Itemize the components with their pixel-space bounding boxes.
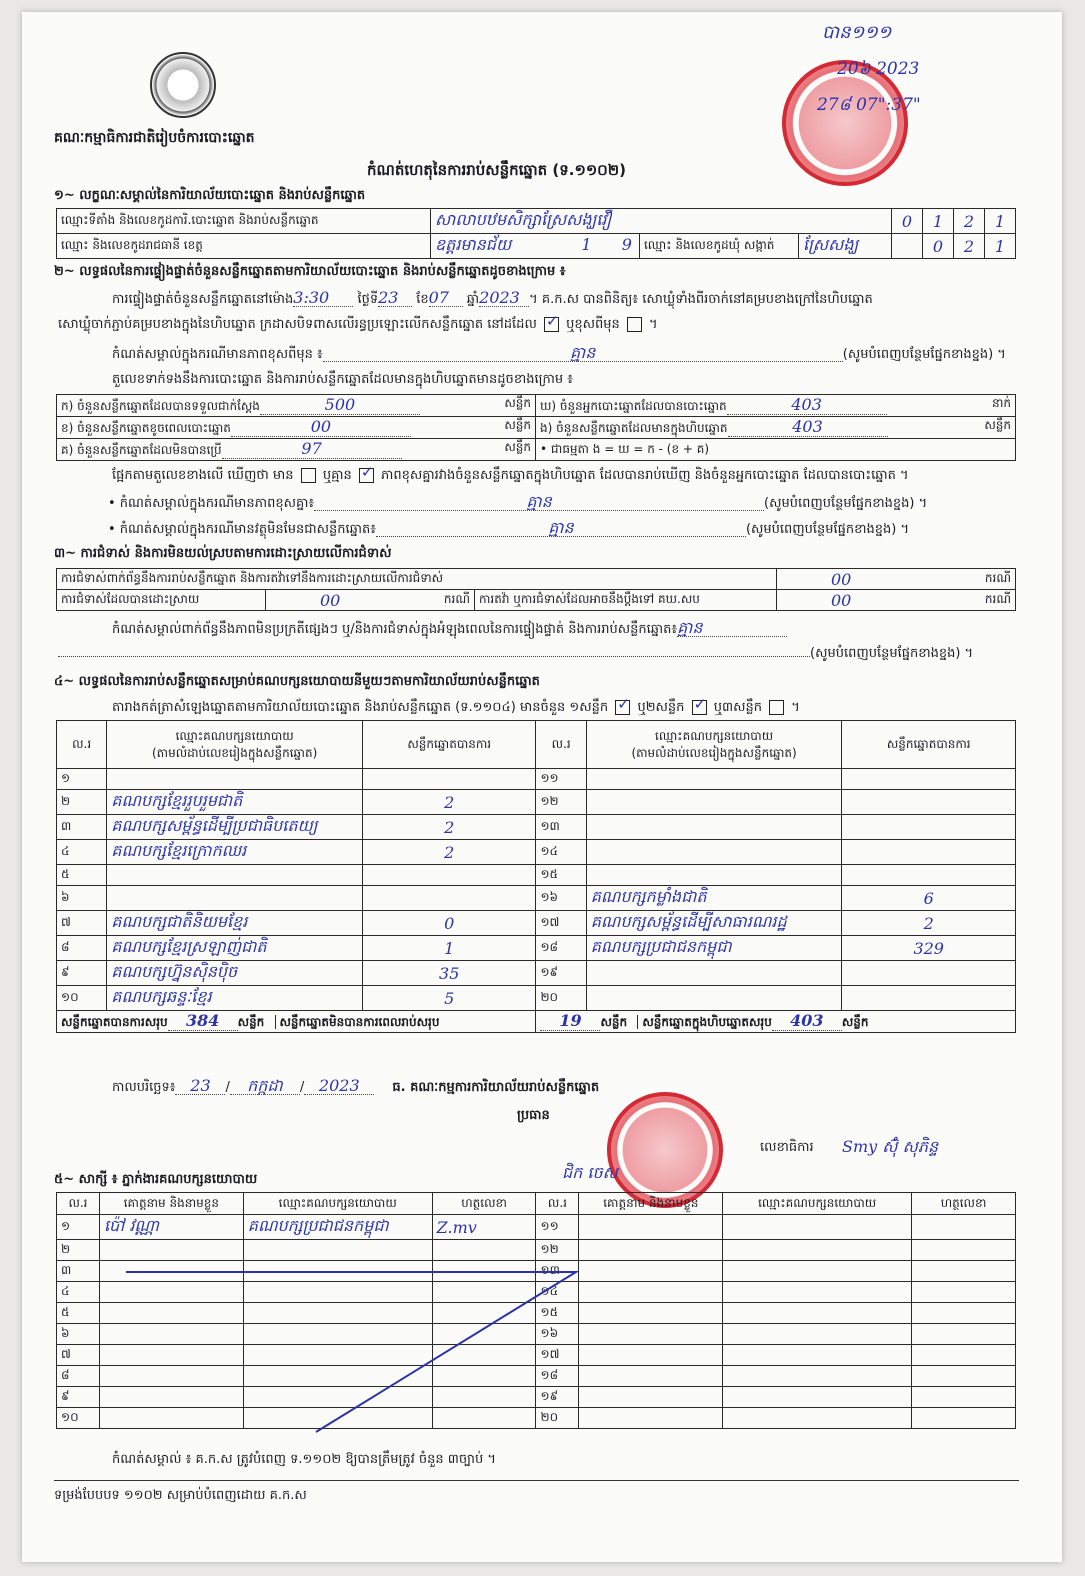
witness1-name: ប៉ៅ វណ្ណា <box>99 1215 243 1240</box>
unused-ballots-value: 97 <box>222 439 402 459</box>
table-row: ៣ គណបក្សសម្ព័ន្ធដើម្បីប្រជាធិបតេយ្យ 2 ១៣ <box>57 815 1016 840</box>
table-row: ៣ ១៣ <box>57 1261 1016 1282</box>
table-row: ២ ១២ <box>57 1240 1016 1261</box>
objections-value: 00 <box>831 569 852 589</box>
footer-note: កំណត់សម្គាល់ ៖ គ.ក.ស ត្រូវបំពេញ ទ.១១០២ ឱ្យបានត្រឹមត្រូវ ចំនួន ៣ច្បាប់ ។ <box>112 1452 496 1467</box>
col-party-sub: (តាមលំដាប់លេខរៀងក្នុងសន្លឹកឆ្នោត) <box>151 745 318 760</box>
table-row: ៨ គណបក្សខ្មែរស្រឡាញ់ជាតិ 1 ១៨ គណបក្សប្រជាជនកម្ពុជា 329 <box>57 936 1016 961</box>
table-row: ៨ ១៨ <box>57 1366 1016 1387</box>
objections-table: ការជំទាស់ពាក់ព័ន្ធនឹងការរាប់សន្លឹកឆ្នោត និងការតវ៉ាទៅនឹងការដោះស្រាយលើការជំទាស់ 00 ករណី ការជំទាស់ដែលបានដោះស្រាយ 00 ករណី ការតវ៉ា ឬការជំទាស់ដែលអាចនឹងប្ដឹងទៅ គឃ.សប 00 ករណី <box>56 568 1016 611</box>
table-row: ៩ ១៩ <box>57 1387 1016 1408</box>
total-valid-label: សន្លឹកឆ្នោតបានការសរុប <box>61 1015 168 1029</box>
table-row: ១០ ២០ <box>57 1408 1016 1429</box>
foreign-object-note-value: គ្មាន <box>376 520 746 537</box>
date-line: កាលបរិច្ឆេទ៖ 23 / កក្កដា / 2023 ធ. គណៈកម្មការការិយាល័យរាប់សន្លឹកឆ្នោត <box>112 1076 600 1095</box>
province-name: ឧត្តរមានជ័យ <box>435 235 512 254</box>
col-party-sub: (តាមលំដាប់លេខរៀងក្នុងសន្លឹកឆ្នោត) <box>631 745 797 760</box>
section4-heading: ៤~ លទ្ធផលនៃការរាប់សន្លឹកឆ្នោតសម្រាប់គណបក្សនយោបាយនីមួយៗតាមការិយាល័យរាប់សន្លឹកឆ្នោត <box>54 674 540 689</box>
total-invalid-value: 19 <box>540 1011 600 1031</box>
date-year: 2023 <box>304 1078 374 1095</box>
table-row: ៥ ១៥ <box>57 1303 1016 1324</box>
election-seal-bottom <box>607 1092 723 1208</box>
verification-day: 23 <box>378 290 412 307</box>
verification-month: 07 <box>429 290 463 307</box>
commune-label: ឈ្មោះ និងលេខកូដឃុំ សង្កាត់ <box>640 234 799 259</box>
appeal-label: ការតវ៉ា ឬការជំទាស់ដែលអាចនឹងប្ដឹងទៅ គឃ.សប <box>475 590 777 611</box>
chair-name: ជិក ចេស <box>562 1163 618 1182</box>
committee-label: ធ. គណៈកម្មការការិយាល័យរាប់សន្លឹកឆ្នោត <box>392 1080 600 1095</box>
form-note: ទម្រង់បែបបទ ១១០២ សម្រាប់បំពេញដោយ គ.ក.ស <box>54 1488 307 1503</box>
table-row: ១ ១១ <box>57 769 1016 790</box>
table-row: ៤ ១៤ <box>57 1282 1016 1303</box>
spoiled-ballots-label: ខ) ចំនួនសន្លឹកឆ្នោតខូចពេលបោះឆ្នោត <box>61 421 231 435</box>
total-valid-value: 384 <box>168 1011 238 1031</box>
no-difference-checkbox[interactable] <box>359 468 374 483</box>
witness1-party: គណបក្សប្រជាជនកម្ពុជា <box>243 1215 432 1240</box>
section5-heading: ៥~ សាក្សី ៖ ភ្នាក់ងារគណបក្សនយោបាយ <box>54 1172 258 1187</box>
resolved-value: 00 <box>320 590 341 610</box>
date-day: 23 <box>175 1078 225 1095</box>
section3-heading: ៣~ ការជំទាស់ និងការមិនយល់ស្របតាមការដោះស្រាយលើការជំទាស់ <box>54 546 392 561</box>
mismatch-note-value: គ្មាន <box>314 494 764 511</box>
appeal-value: 00 <box>831 590 852 610</box>
commune-digit: 1 <box>985 234 1016 259</box>
form-title: កំណត់ហេតុនៃការរាប់សន្លឹកឆ្នោត (ទ.១១០២) <box>367 161 627 179</box>
unchanged-checkbox[interactable] <box>544 317 559 332</box>
figures-table: ក) ចំនួនសន្លឹកឆ្នោតដែលបានទទួលជាក់ស្ដែង 500 សន្លឹក ឃ) ចំនួនអ្នកបោះឆ្នោតដែលបានបោះឆ្នោត 403 នាក់ ខ) ចំនួនសន្លឹកឆ្នោតខូចពេលបោះឆ្នោត 00 សន្លឹក ង) ចំនួនសន្លឹកឆ្នោតដែលមានក្នុងហិបឆ្នោត 403 សន្លឹក គ) ចំនួនសន្លឹកឆ្នោតដែលមិនបានប្រើ 97 សន្លឹក • ជាធម្មតា ង = ឃ = ក - (ខ + គ) <box>56 394 1016 461</box>
code-digit: 1 <box>923 209 954 234</box>
difference-note: កំណត់សម្គាល់ក្នុងករណីមានភាពខុសពីមុន ៖ គ្មាន (សូមបំពេញបន្ថែមផ្នែកខាងខ្នង) ។ <box>112 343 1006 362</box>
code-digit: 1 <box>985 209 1016 234</box>
comparison-line: ផ្អែកតាមតួលេខខាងលើ ឃើញថា មាន ឬគ្មាន ✓ ភាពខុសគ្នារវាងចំនួនសន្លឹកឆ្នោតក្នុងហិបឆ្នោត ដែលបានរាប់ឃើញ និងចំនួនអ្នកបោះឆ្នោត ដែលបានបោះឆ្នោត ។ <box>112 468 909 484</box>
changed-checkbox[interactable] <box>627 317 642 332</box>
voters-label: ឃ) ចំនួនអ្នកបោះឆ្នោតដែលបានបោះឆ្នោត <box>540 399 727 413</box>
figures-intro: តួលេខទាក់ទងនឹងការបោះឆ្នោត និងការរាប់សន្លឹកឆ្នោតដែលមានក្នុងហិបឆ្នោតមានដូចខាងក្រោម ៖ <box>112 372 573 387</box>
table-row: ៦ ១៦ គណបក្សកម្លាំងជាតិ 6 <box>57 886 1016 911</box>
code-digit: 0 <box>892 209 923 234</box>
difference-note-value: គ្មាន <box>323 345 843 362</box>
table-row: ៩ គណបក្សហ្វ៊ុនស៊ិនប៉ិច 35 ១៩ <box>57 961 1016 986</box>
chair-label: ប្រធាន <box>517 1108 550 1123</box>
table-row: ៥ ១៥ <box>57 865 1016 886</box>
commune-value: ស្រែសង្ឃ <box>799 234 892 259</box>
mismatch-note: • កំណត់សម្គាល់ក្នុងករណីមានភាពខុសគ្នា៖ គ្មាន (សូមបំពេញបន្ថែមផ្នែកខាងខ្នង) ។ <box>108 492 928 511</box>
irregularity-note: កំណត់សម្គាល់ពាក់ព័ន្ធនឹងភាពមិនប្រក្រតីផ្សេងៗ ឬ/និងការជំទាស់ក្នុងអំឡុងពេលនៃការផ្ទៀងផ្ទាត់ និងការរាប់សន្លឹកឆ្នោត៖គ្មាន <box>112 620 787 638</box>
col-party: ឈ្មោះគណបក្សនយោបាយ <box>655 728 774 743</box>
two-sheets-checkbox[interactable] <box>692 700 707 715</box>
col-no: ល.រ <box>57 721 107 769</box>
location-label: ឈ្មោះទីតាំង និងលេខកូដការិ.បោះឆ្នោត និងរាប់សន្លឹកឆ្នោត <box>57 209 431 234</box>
national-emblem-icon <box>150 52 216 118</box>
verification-line: ការផ្ទៀងផ្ទាត់ចំនួនសន្លឹកឆ្នោតនៅម៉ោង3:30 ថ្ងៃទី23 ខែ07 ឆ្នាំ2023 ។ គ.ក.ស បានពិនិត្យ៖ សោឃ្លុំទាំងពីរចាក់នៅគម្របខាងក្រៅនៃហិបឆ្នោត <box>112 288 873 307</box>
ballots-in-box-value: 403 <box>728 417 888 437</box>
resolved-label: ការជំទាស់ដែលបានដោះស្រាយ <box>57 590 266 611</box>
form-sheet <box>22 12 1062 1562</box>
commune-digit: 0 <box>923 234 954 259</box>
tally-sheet-line: តារាងកត់ត្រាសំឡេងឆ្នោតតាមការិយាល័យបោះឆ្នោត និងរាប់សន្លឹកឆ្នោត (ទ.១១០៤) មានចំនួន ១សន្លឹក ✓ ឬ២សន្លឹក ✓ ឬ៣សន្លឹក ។ <box>112 700 800 716</box>
spoiled-ballots-value: 00 <box>231 417 411 437</box>
footer-divider <box>54 1480 1019 1481</box>
table-row: ៤ គណបក្សខ្មែរក្រោកឈរ 2 ១៤ <box>57 840 1016 865</box>
received-ballots-value: 500 <box>260 395 420 415</box>
witness-table: ល.រ គោត្តនាម និងនាមខ្លួន ឈ្មោះគណបក្សនយោបាយ ហត្ថលេខា ល.រ គោត្តនាម និងនាមខ្លួន ឈ្មោះគណបក្សនយោបាយ ហត្ថលេខា ១ ប៉ៅ វណ្ណា គណបក្សប្រជាជនកម្ពុជា Z.mv ១១ ២ ១២ ៣ ១៣ ៤ ១៤ ៥ ១៥ ៦ ១៦ ៧ ១៧ ៨ ១៨ ៩ ១៩ ១០ ២០ <box>56 1192 1016 1429</box>
table-row: ១០ គណបក្សឆន្ទៈខ្មែរ 5 ២០ <box>57 986 1016 1011</box>
province-digit: 1 <box>581 235 592 254</box>
table-row: ១ ប៉ៅ វណ្ណា គណបក្សប្រជាជនកម្ពុជា Z.mv ១១ <box>57 1215 1016 1240</box>
table-row: ៧ ១៧ <box>57 1345 1016 1366</box>
objections-label: ការជំទាស់ពាក់ព័ន្ធនឹងការរាប់សន្លឹកឆ្នោត និងការតវ៉ាទៅនឹងការដោះស្រាយលើការជំទាស់ <box>57 569 777 590</box>
province-digit: 9 <box>621 235 632 254</box>
has-difference-checkbox[interactable] <box>301 468 316 483</box>
received-ballots-label: ក) ចំនួនសន្លឹកឆ្នោតដែលបានទទួលជាក់ស្ដែង <box>61 399 260 413</box>
org-name: គណៈកម្មាធិការជាតិរៀបចំការបោះឆ្នោត <box>54 130 255 146</box>
verification-year: 2023 <box>479 290 529 307</box>
handwritten-time: 27៨ 07":37" <box>817 95 921 115</box>
table-row: ៦ ១៦ <box>57 1324 1016 1345</box>
seal-status-line: សោឃ្លុំចាក់ភ្ជាប់គម្របខាងក្នុងនៃហិបឆ្នោត ក្រដាសបិទពាសលើរន្ធប្រឡោះលើកសន្លឹកឆ្នោត នៅដដែល ✓ ឬខុសពីមុន ។ <box>58 317 658 333</box>
province-label: ឈ្មោះ និងលេខកូដរាជធានី ខេត្ត <box>57 234 431 259</box>
three-sheets-checkbox[interactable] <box>769 700 784 715</box>
results-table <box>56 720 1016 1033</box>
secretary-label: លេខាធិការ <box>760 1140 814 1155</box>
location-value: សាលាបឋមសិក្សាស្រែសង្ឃវឿ <box>431 209 892 234</box>
total-box-label: សន្លឹកឆ្នោតក្នុងហិបឆ្នោតសរុប <box>637 1015 772 1029</box>
code-digit: 2 <box>954 209 985 234</box>
one-sheet-checkbox[interactable] <box>615 700 630 715</box>
ballots-in-box-label: ង) ចំនួនសន្លឹកឆ្នោតដែលមានក្នុងហិបឆ្នោត <box>540 421 728 435</box>
total-box-value: 403 <box>772 1011 842 1031</box>
secretary-name: Smy ស៊ុំ សុភិន្ទ <box>842 1137 939 1156</box>
section1-heading: ១~ លក្ខណៈសម្គាល់នៃការិយាល័យបោះឆ្នោត និងរាប់សន្លឹកឆ្នោត <box>54 188 366 203</box>
col-votes: សន្លឹកឆ្នោតបានការ <box>362 721 536 769</box>
verification-time: 3:30 <box>293 290 353 307</box>
date-month: កក្កដា <box>230 1078 300 1095</box>
table-row: ៧ គណបក្សជាតិនិយមខ្មែរ 0 ១៧ គណបក្សសម្ព័ន្ធដើម្បីសាធារណរដ្ឋ 2 <box>57 911 1016 936</box>
irregularity-note-line2: (សូមបំពេញបន្ថែមផ្នែកខាងខ្នង) ។ <box>58 646 973 662</box>
voters-value: 403 <box>727 395 887 415</box>
foreign-object-note: • កំណត់សម្គាល់ក្នុងករណីមានវត្ថុមិនមែនជាសន្លឹកឆ្នោត៖ គ្មាន (សូមបំពេញបន្ថែមផ្នែកខាងខ្នង) ។ <box>108 518 910 537</box>
unused-ballots-label: គ) ចំនួនសន្លឹកឆ្នោតដែលមិនបានប្រើ <box>61 443 222 457</box>
col-no: ល.រ <box>536 721 586 769</box>
formula-text: • ជាធម្មតា ង = ឃ = ក - (ខ + គ) <box>536 439 1016 461</box>
section1-table <box>56 208 1016 259</box>
handwritten-year: 20៦ 2023 <box>837 59 920 79</box>
strike-through-lines <box>56 1212 1016 1452</box>
col-votes: សន្លឹកឆ្នោតបានការ <box>842 721 1016 769</box>
handwritten-top-note: បាន១១១ <box>822 22 892 43</box>
totals-row: សន្លឹកឆ្នោតបានការសរុប 384 សន្លឹក សន្លឹកឆ្នោតមិនបានការពេលរាប់សរុប 19 សន្លឹក សន្លឹកឆ្នោតក្នុងហិបឆ្នោតសរុប 403 សន្លឹក <box>57 1011 1016 1033</box>
section2-heading: ២~ លទ្ធផលនៃការផ្ទៀងផ្ទាត់ចំនួនសន្លឹកឆ្នោតតាមការិយាល័យបោះឆ្នោត និងរាប់សន្លឹកឆ្នោតដូចខាងក្រោម ៖ <box>54 264 566 279</box>
irregularity-note-value: គ្មាន <box>677 620 787 637</box>
col-party: ឈ្មោះគណបក្សនយោបាយ <box>175 728 294 743</box>
table-row: ២ គណបក្សខ្មែររួបរួមជាតិ 2 ១២ <box>57 790 1016 815</box>
strike-line <box>126 1272 576 1432</box>
province-value <box>431 234 640 259</box>
commune-digit: 2 <box>954 234 985 259</box>
witness1-signature: Z.mv <box>432 1215 536 1240</box>
total-invalid-label: សន្លឹកឆ្នោតមិនបានការពេលរាប់សរុប <box>275 1015 440 1029</box>
